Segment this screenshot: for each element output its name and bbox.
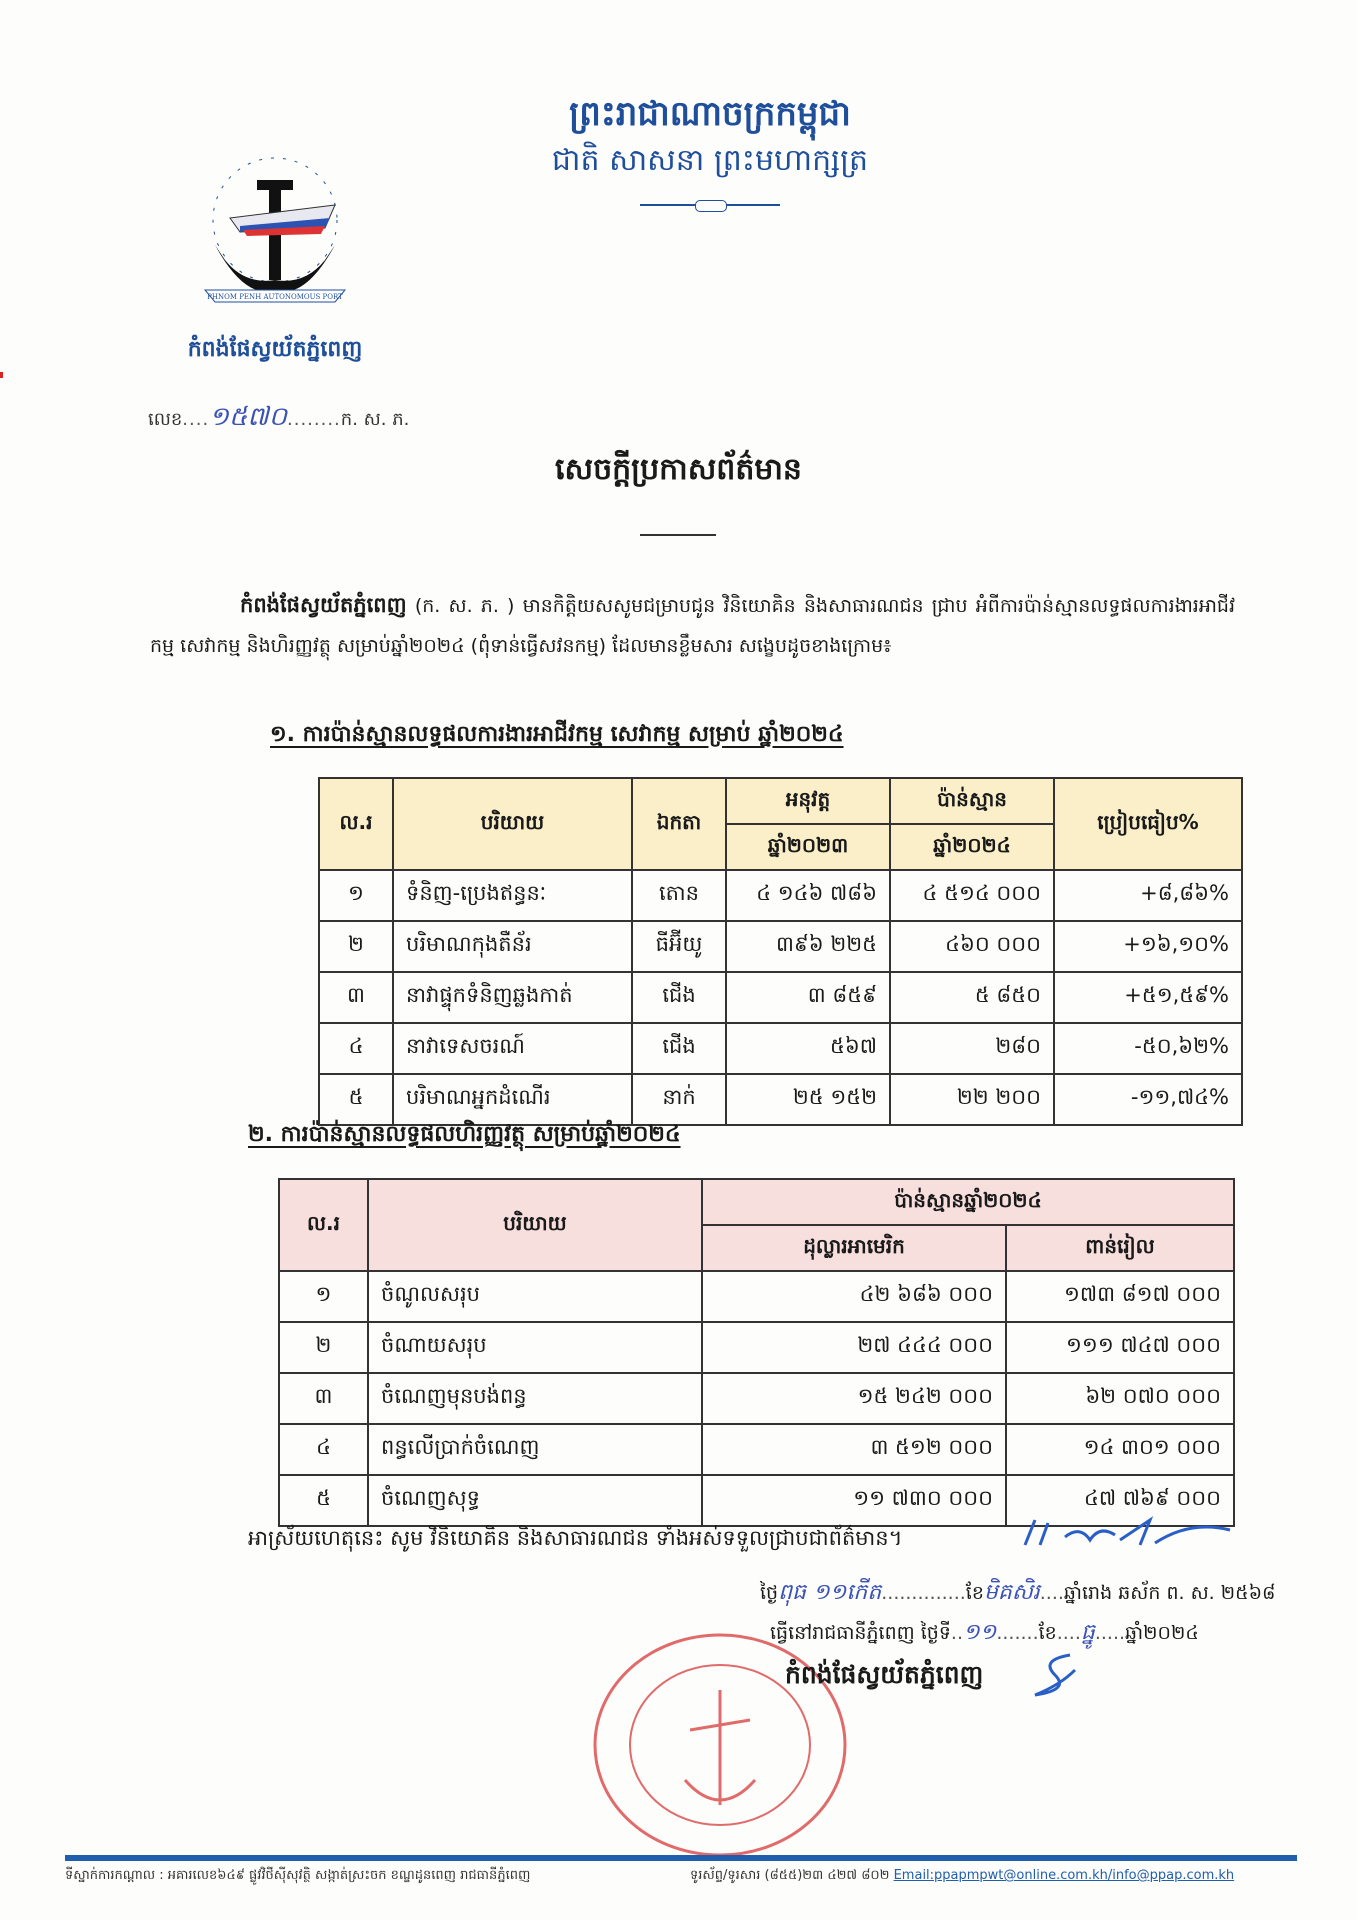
footer-divider <box>65 1855 1297 1861</box>
col-estimate: ប៉ាន់ស្មានឆ្នាំ២០២៤ <box>702 1179 1234 1225</box>
reference-number: លេខ....១៥៧០........ក. ស. ភ. <box>148 402 410 432</box>
cell-no: ៣ <box>319 972 393 1023</box>
footer-address: ទីស្នាក់ការកណ្តាល : អគារលេខ៦៤៩ ផ្លូវវិថីស៊ីសុវត្ថិ សង្កាត់ស្រះចក ខណ្ឌដូនពេញ រាជធានីភ្នំពេញ <box>65 1868 531 1883</box>
signer-name: កំពង់ផែស្វយ័តភ្នំពេញ <box>785 1660 984 1689</box>
cell-unit: ជើង <box>632 972 726 1023</box>
lunar-day-value: ពុធ ១១កើត <box>778 1580 882 1605</box>
cell-usd: ៤២ ៦៨៦ ០០០ <box>702 1271 1006 1322</box>
footer-phone: ទូរស័ព្ទ/ទូរសារ (៨៥៥)២៣ ៤២៧ ៨០២ <box>690 1868 890 1883</box>
cell-unit: តោន <box>632 870 726 921</box>
cell-khr: ១៤ ៣០១ ០០០ <box>1006 1424 1234 1475</box>
col-description: បរិយាយ <box>368 1179 702 1271</box>
intro-paragraph <box>150 585 1235 666</box>
cell-compare: +៥១,៥៩% <box>1054 972 1242 1023</box>
table-row <box>319 972 1242 1023</box>
col-khr: ពាន់រៀល <box>1006 1225 1234 1271</box>
intro-abbr: (ក. ស. ភ. ) <box>414 595 515 617</box>
cell-unit: ជើង <box>632 1023 726 1074</box>
month-label: ខែ <box>1038 1622 1057 1644</box>
cell-unit: នាក់ <box>632 1074 726 1125</box>
business-estimate-table <box>318 777 1243 1126</box>
lunar-month-label: ខែ <box>965 1582 984 1604</box>
kingdom-title: ព្រះរាជាណាចក្រកម្ពុជា <box>569 94 851 134</box>
lunar-day-label: ថ្ងៃ <box>760 1582 779 1604</box>
cell-description: នាវាទេសចរណ៍ <box>393 1023 632 1074</box>
col-actual-year: ឆ្នាំ២០២៣ <box>726 824 890 870</box>
cell-description: ពន្ធលើប្រាក់ចំណេញ <box>368 1424 702 1475</box>
table-row <box>319 1074 1242 1125</box>
col-no: ល.រ <box>319 778 393 870</box>
cell-khr: ១៧៣ ៨១៧ ០០០ <box>1006 1271 1234 1322</box>
ornament-divider <box>640 204 780 206</box>
cell-description: នាវាផ្ទុកទំនិញឆ្លងកាត់ <box>393 972 632 1023</box>
cell-description: បរិមាណអ្នកដំណើរ <box>393 1074 632 1125</box>
footer-contact <box>690 1867 1234 1886</box>
cell-description: ទំនិញ-ប្រេងឥន្ធនៈ <box>393 870 632 921</box>
place-date: ធ្វើនៅរាជធានីភ្នំពេញ ថ្ងៃទី..១១.......ខែ....ធ្នូ.....ឆ្នាំ២០២៤ <box>770 1620 1199 1645</box>
col-description: បរិយាយ <box>393 778 632 870</box>
table-row <box>319 870 1242 921</box>
document-title: សេចក្តីប្រកាសព័ត៌មាន <box>555 452 802 487</box>
cell-compare: +១៦,១០% <box>1054 921 1242 972</box>
lunar-year: ឆ្នាំរោង ឆស័ក ព. ស. ២៥៦៨ <box>1063 1582 1276 1604</box>
col-compare: ប្រៀបធៀប% <box>1054 778 1242 870</box>
cell-compare: +៨,៨៦% <box>1054 870 1242 921</box>
cell-actual: ៣៩៦ ២២៥ <box>726 921 890 972</box>
place-date-label: ធ្វើនៅរាជធានីភ្នំពេញ ថ្ងៃទី <box>770 1622 951 1644</box>
cell-usd: ១៥ ២៤២ ០០០ <box>702 1373 1006 1424</box>
port-logo <box>185 140 365 320</box>
cell-usd: ២៧ ៤៤៤ ០០០ <box>702 1322 1006 1373</box>
national-motto: ជាតិ សាសនា ព្រះមហាក្សត្រ <box>551 143 869 178</box>
cell-no: ២ <box>279 1322 368 1373</box>
cell-usd: ៣ ៥១២ ០០០ <box>702 1424 1006 1475</box>
cell-khr: ១១១ ៧៤៧ ០០០ <box>1006 1322 1234 1373</box>
table-row <box>279 1322 1234 1373</box>
closing-text: អាស្រ័យហេតុនេះ សូម វិនិយោគិន និងសាធារណជន ទាំងអស់ទទួលជ្រាបជាព័ត៌មាន។ <box>248 1526 903 1550</box>
cell-actual: ៤ ១៤៦ ៧៨៦ <box>726 870 890 921</box>
lunar-date: ថ្ងៃពុធ ១១កើត..............ខែមិគសិរ....ឆ្នាំរោង ឆស័ក ព. ស. ២៥៦៨ <box>760 1580 1276 1605</box>
section1-title: ១. ការប៉ាន់ស្មានលទ្ធផលការងារអាជីវកម្ម សេវាកម្ម សម្រាប់ ឆ្នាំ២០២៤ <box>270 722 844 747</box>
cell-estimate: ៥ ៨៥០ <box>890 972 1054 1023</box>
cell-no: ៥ <box>319 1074 393 1125</box>
year: ឆ្នាំ២០២៤ <box>1125 1622 1199 1644</box>
cell-description: ចំណាយសរុប <box>368 1322 702 1373</box>
cell-usd: ១១ ៧៣០ ០០០ <box>702 1475 1006 1526</box>
reference-prefix: លេខ <box>148 409 183 430</box>
cell-no: ៣ <box>279 1373 368 1424</box>
cell-description: ចំណូលសរុប <box>368 1271 702 1322</box>
cell-compare: -៥០,៦២% <box>1054 1023 1242 1074</box>
cell-description: ចំណេញសុទ្ធ <box>368 1475 702 1526</box>
cell-estimate: ៤៦០ ០០០ <box>890 921 1054 972</box>
cell-estimate: ៤ ៥១៤ ០០០ <box>890 870 1054 921</box>
title-ornament <box>640 534 716 536</box>
initial-signature <box>1020 1515 1235 1555</box>
table-row <box>319 921 1242 972</box>
lunar-month-value: មិគសិរ <box>983 1580 1040 1605</box>
month-value: ធ្នូ <box>1080 1620 1095 1645</box>
section2-title: ២. ការប៉ាន់ស្មានលទ្ធផលហិរញ្ញវត្ថុ សម្រាប់ឆ្នាំ២០២៤ <box>248 1122 681 1147</box>
intro-org: កំពង់ផែស្វយ័តភ្នំពេញ <box>240 593 407 617</box>
col-no: ល.រ <box>279 1179 368 1271</box>
kingdom-header <box>500 90 920 206</box>
footer-email-link[interactable]: Email:ppapmpwt@online.com.kh/info@ppap.com.kh <box>893 1868 1235 1883</box>
reference-value: ១៥៧០ <box>209 402 287 432</box>
intro-text: មានកិត្តិយសសូមជម្រាបជូន វិនិយោគិន និងសាធារណជន ជ្រាប អំពីការប៉ាន់ស្មានលទ្ធផលការងារអាជីវកម្ម សេវាកម្ម និងហិរញ្ញវត្ថុ សម្រាប់ឆ្នាំ២០២៤ (ពុំទាន់ធ្វើសវនកម្ម) ដែលមានខ្លឹមសារ សង្ខេបដូចខាងក្រោម៖ <box>150 595 1236 657</box>
cell-khr: ៤៧ ៧៦៩ ០០០ <box>1006 1475 1234 1526</box>
cell-no: ១ <box>319 870 393 921</box>
col-estimate-year: ឆ្នាំ២០២៤ <box>890 824 1054 870</box>
cell-khr: ៦២ ០៧០ ០០០ <box>1006 1373 1234 1424</box>
logo-text: PHNOM PENH AUTONOMOUS PORT <box>207 293 343 301</box>
organization-name: កំពង់ផែស្វយ័តភ្នំពេញ <box>187 337 363 362</box>
cell-compare: -១១,៧៤% <box>1054 1074 1242 1125</box>
cell-estimate: ២៨០ <box>890 1023 1054 1074</box>
cell-description: បរិមាណកុងតឺន័រ <box>393 921 632 972</box>
day-value: ១១ <box>963 1620 997 1645</box>
scan-mark <box>0 372 3 378</box>
cell-estimate: ២២ ២០០ <box>890 1074 1054 1125</box>
cell-actual: ៥៦៧ <box>726 1023 890 1074</box>
cell-no: ៤ <box>279 1424 368 1475</box>
cell-description: ចំណេញមុនបង់ពន្ធ <box>368 1373 702 1424</box>
col-estimate: ប៉ាន់ស្មាន <box>890 778 1054 824</box>
table-row <box>319 1023 1242 1074</box>
financial-estimate-table <box>278 1178 1235 1527</box>
cell-no: ៥ <box>279 1475 368 1526</box>
table-row <box>279 1424 1234 1475</box>
table-row <box>279 1271 1234 1322</box>
cell-no: ១ <box>279 1271 368 1322</box>
col-unit: ឯកតា <box>632 778 726 870</box>
cell-actual: ២៥ ១៥២ <box>726 1074 890 1125</box>
signature <box>1030 1650 1080 1700</box>
cell-no: ៤ <box>319 1023 393 1074</box>
table-row <box>279 1373 1234 1424</box>
cell-actual: ៣ ៨៥៩ <box>726 972 890 1023</box>
cell-unit: ធីអ៊ីយូ <box>632 921 726 972</box>
cell-no: ២ <box>319 921 393 972</box>
reference-suffix: ក. ស. ភ. <box>340 409 410 430</box>
col-actual: អនុវត្ត <box>726 778 890 824</box>
col-usd: ដុល្លារអាមេរិក <box>702 1225 1006 1271</box>
